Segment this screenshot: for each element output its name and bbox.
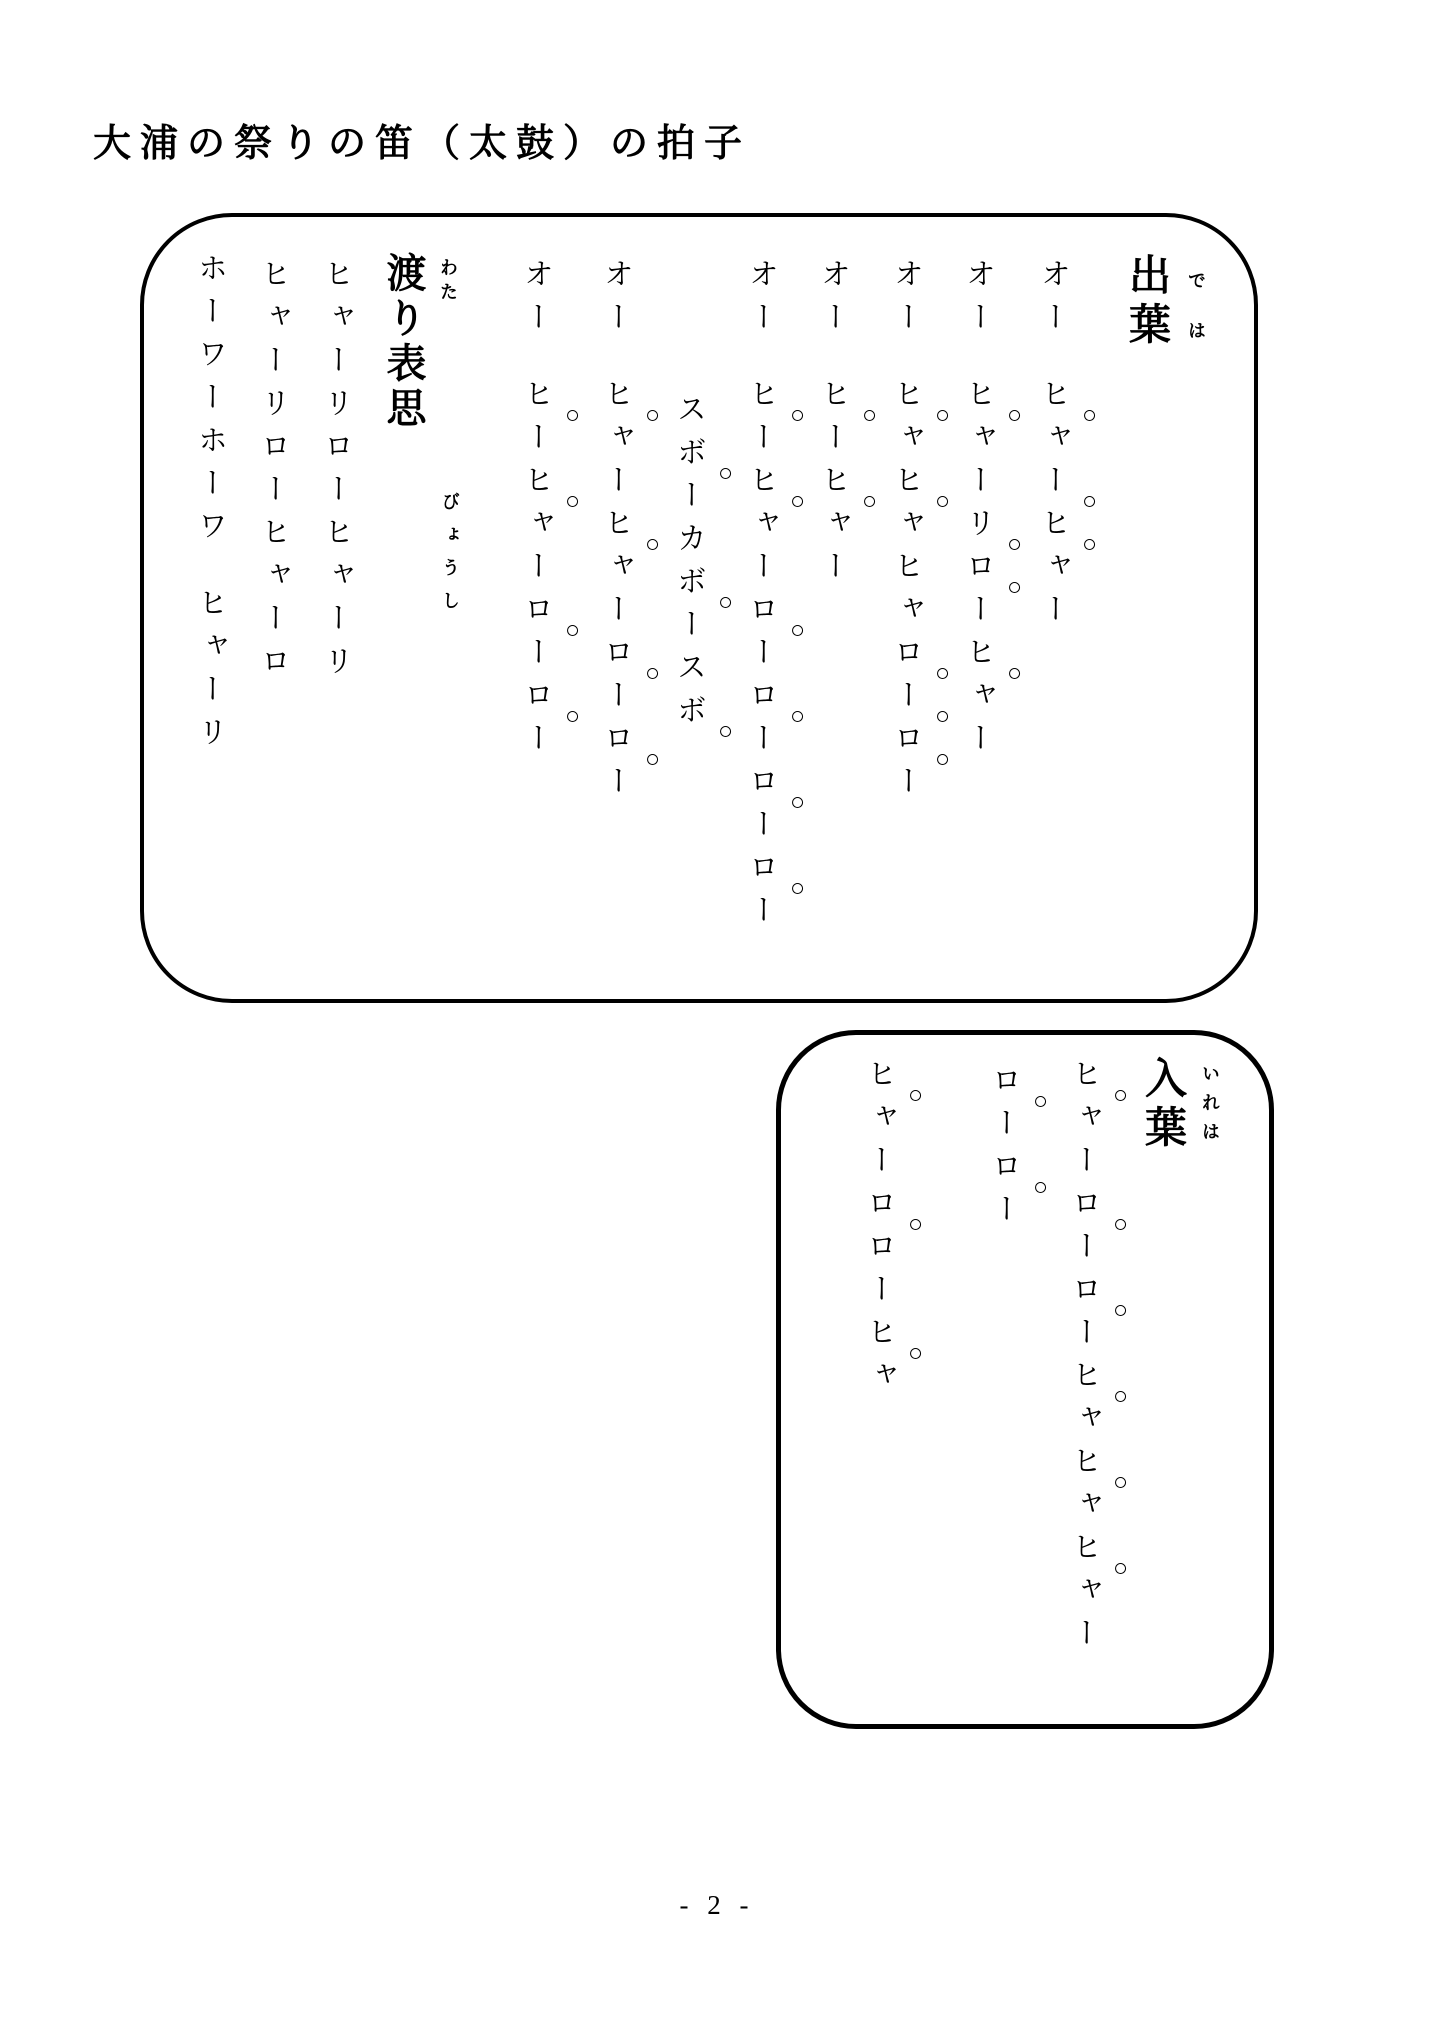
drum-beat-circle: ○ [1001, 402, 1028, 429]
drum-beat-circle: ○ [639, 660, 666, 687]
deha-notation-column-5: オーヒ ○ ーヒ ○ ャーロ ○ ーロ ○ ーロ ○ ーロ ○ ー [744, 258, 811, 937]
deha-header-ruby: では [1186, 271, 1206, 371]
drum-beat-circle: ○ [639, 402, 666, 429]
drum-beat-circle: ○ [902, 1340, 929, 1367]
deha-notation-column-3: オーヒ ○ ャヒ ○ ャヒャロ ○ ー ○ ロ ○ ー [889, 258, 956, 808]
deha-notation-column-8: オーヒ ○ ーヒ ○ ャーロ ○ ーロ ○ ー [519, 258, 586, 765]
drum-beat-circle: ○ [1001, 574, 1028, 601]
deha-header-text: 出葉 [1124, 253, 1171, 351]
drum-beat-circle: ○ [1107, 1555, 1134, 1582]
watari-header [378, 252, 460, 624]
watari-header-ruby-upper: わた [438, 258, 458, 306]
watari-notation-column-1: ヒャーリローヒャーリ [319, 258, 352, 688]
drum-beat-circle: ○ [856, 488, 883, 515]
drum-beat-circle: ○ [902, 1082, 929, 1109]
drum-beat-circle: ○ [1107, 1297, 1134, 1324]
ireha-header-text: 入葉 [1140, 1056, 1187, 1154]
drum-beat-circle: ○ [1076, 402, 1103, 429]
drum-beat-circle: ○ [929, 488, 956, 515]
ireha-header [1138, 1056, 1220, 1154]
deha-notation-column-7: オーヒ ○ ャーヒ ○ ャーロ ○ ーロ ○ ー [599, 258, 666, 808]
drum-beat-circle: ○ [1107, 1383, 1134, 1410]
drum-beat-circle: ○ [1107, 1469, 1134, 1496]
drum-beat-circle: ○ [929, 660, 956, 687]
drum-beat-circle: ○ [639, 531, 666, 558]
page-title: 大浦の祭りの笛（太鼓）の拍子 [93, 123, 752, 165]
drum-beat-circle: ○ [712, 460, 739, 487]
page-number: - 2 - [679, 1890, 755, 1920]
watari-header-text: 渡り表思 [381, 252, 425, 432]
drum-beat-circle: ○ [784, 703, 811, 730]
drum-beat-circle: ○ [856, 402, 883, 429]
drum-beat-circle: ○ [1001, 531, 1028, 558]
drum-beat-circle: ○ [929, 703, 956, 730]
drum-beat-circle: ○ [1076, 531, 1103, 558]
drum-beat-circle: ○ [784, 875, 811, 902]
drum-beat-circle: ○ [559, 402, 586, 429]
drum-beat-circle: ○ [712, 589, 739, 616]
drum-beat-circle: ○ [1107, 1211, 1134, 1238]
drum-beat-circle: ○ [1107, 1082, 1134, 1109]
drum-beat-circle: ○ [902, 1211, 929, 1238]
drum-beat-circle: ○ [929, 402, 956, 429]
watari-notation-column-3: ホーワーホーワヒャーリ [193, 252, 226, 759]
drum-beat-circle: ○ [1027, 1174, 1054, 1201]
drum-beat-circle: ○ [784, 617, 811, 644]
drum-beat-circle: ○ [784, 402, 811, 429]
drum-beat-circle: ○ [1027, 1088, 1054, 1115]
drum-beat-circle: ○ [559, 617, 586, 644]
drum-beat-circle: ○ [1076, 488, 1103, 515]
watari-notation-column-2: ヒャーリローヒャーロ [256, 258, 289, 688]
drum-beat-circle: ○ [784, 488, 811, 515]
ireha-header-ruby: いれは [1200, 1064, 1220, 1151]
ireha-notation-column-2: ロ ○ ーロ ○ ー [987, 1064, 1054, 1236]
drum-beat-circle: ○ [784, 789, 811, 816]
drum-beat-circle: ○ [1001, 660, 1028, 687]
drum-beat-circle: ○ [712, 718, 739, 745]
deha-notation-column-6: スボ ○ ーカボ ○ ースボ ○ [672, 393, 739, 745]
watari-header-ruby-lower: びょうし [440, 492, 460, 624]
ireha-notation-column-1: ヒ ○ ャーロ ○ ーロ ○ ーヒ ○ ャヒ ○ ャヒ ○ ャー [1067, 1058, 1134, 1660]
deha-header [1122, 253, 1206, 371]
drum-beat-circle: ○ [929, 746, 956, 773]
deha-notation-column-2: オーヒ ○ ャーリ ○ ロ ○ ーヒ ○ ャー [961, 258, 1028, 765]
deha-notation-column-1: オーヒ ○ ャー ○ ヒ ○ ャー [1036, 258, 1103, 636]
deha-notation-column-4: オーヒ ○ ーヒ ○ ャー [816, 258, 883, 593]
ireha-notation-column-3: ヒ ○ ャーロ ○ ローヒ ○ ャ [862, 1058, 929, 1402]
drum-beat-circle: ○ [639, 746, 666, 773]
drum-beat-circle: ○ [559, 703, 586, 730]
drum-beat-circle: ○ [559, 488, 586, 515]
